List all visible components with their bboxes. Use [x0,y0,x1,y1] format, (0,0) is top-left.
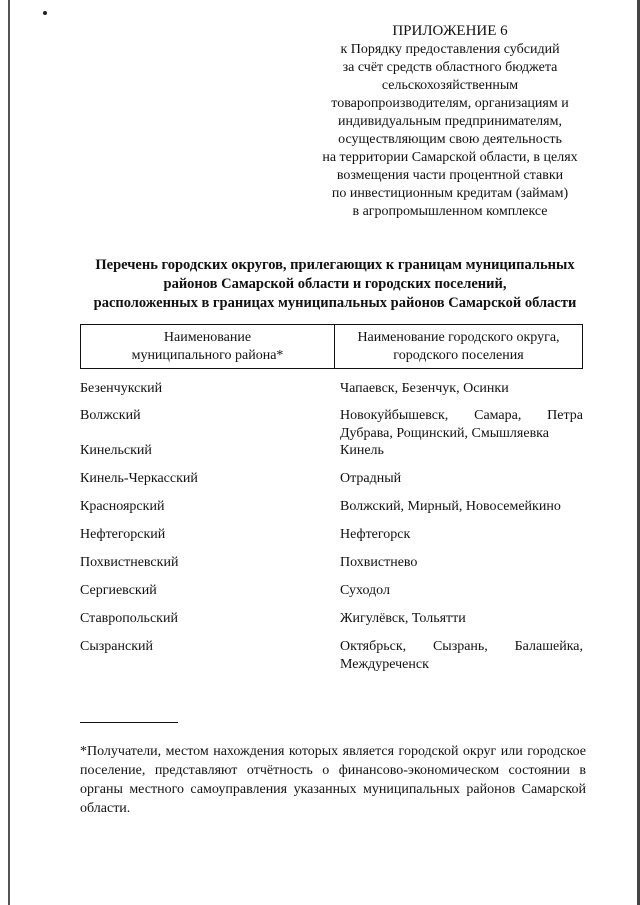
table-row [80,526,583,544]
district-cell: Ставропольский [80,611,178,626]
appendix-header [300,22,600,221]
cities-cell: Похвистнево [340,555,418,570]
appendix-line: сельскохозяйственным [381,78,519,93]
district-cell: Сергиевский [80,583,157,598]
table-header [80,324,583,369]
cities-cell: Отрадный [340,471,402,486]
header-cities-line: городского поселения [393,347,524,363]
cities-cell: Волжский, Мирный, Новосемейкино [340,499,561,514]
header-district-line: муниципального района* [131,347,284,363]
district-cell: Безенчукский [80,381,163,396]
appendix-line: индивидуальным предпринимателям, [338,114,562,129]
scan-left-edge [8,0,10,905]
cities-cell: Суходол [340,583,390,598]
appendix-line: товаропроизводителям, организациям и [331,96,569,111]
header-district-line: Наименование [163,329,252,345]
district-cell: Кинельский [80,443,152,458]
district-cell: Красноярский [80,499,165,514]
appendix-line: к Порядку предоставления субсидий [340,42,560,57]
district-cell: Похвистневский [80,555,179,570]
table-row [80,498,583,516]
scan-mark [43,11,47,15]
cities-cell: Нефтегорск [340,527,411,542]
list-title-line: районов Самарской области и городских поселений, [163,276,507,292]
appendix-line: в агропромышленном комплексе [352,204,548,219]
header-district [81,325,335,368]
table-row [80,442,583,460]
footnote: *Получатели, местом нахождения которых является городской округ или городское поселение, представляют отчётность о финансово-экономическом состоянии в органы местного самоуправления указанных муниципальных районов Самарской области. [80,744,586,816]
header-cities [335,325,582,368]
table-row [80,582,583,600]
appendix-line: возмещения части процентной ставки [336,168,564,183]
appendix-title: ПРИЛОЖЕНИЕ 6 [392,23,508,39]
cities-cell: Кинель [340,443,384,458]
table-row [80,610,583,628]
appendix-line: за счёт средств областного бюджета [342,60,558,75]
district-cell: Кинель-Черкасский [80,471,198,486]
table-row [80,554,583,572]
cities-cell: Жигулёвск, Тольятти [340,611,466,626]
district-cell: Нефтегорский [80,527,166,542]
cities-cell: Октябрьск, Сызрань, Балашейка, Междуреченск [340,639,583,672]
header-cities-line: Наименование городского округа, [357,329,560,345]
table-row [80,407,583,443]
district-cell: Сызранский [80,639,153,654]
footnote-separator [80,722,178,723]
appendix-line: по инвестиционным кредитам (займам) [331,186,569,201]
table-row [80,638,583,674]
cities-cell: Новокуйбышевск, Самара, Петра Дубрава, Рощинский, Смышляевка [340,408,583,441]
appendix-line: на территории Самарской области, в целях [322,150,578,165]
table-row [80,470,583,488]
table-row [80,380,583,398]
list-title-line: Перечень городских округов, прилегающих к границам муниципальных [95,257,575,273]
list-title [80,256,590,313]
appendix-line: осуществляющим свою деятельность [338,132,562,147]
list-title-line: расположенных в границах муниципальных районов Самарской области [93,295,577,311]
cities-cell: Чапаевск, Безенчук, Осинки [340,381,509,396]
district-cell: Волжский [80,408,141,423]
